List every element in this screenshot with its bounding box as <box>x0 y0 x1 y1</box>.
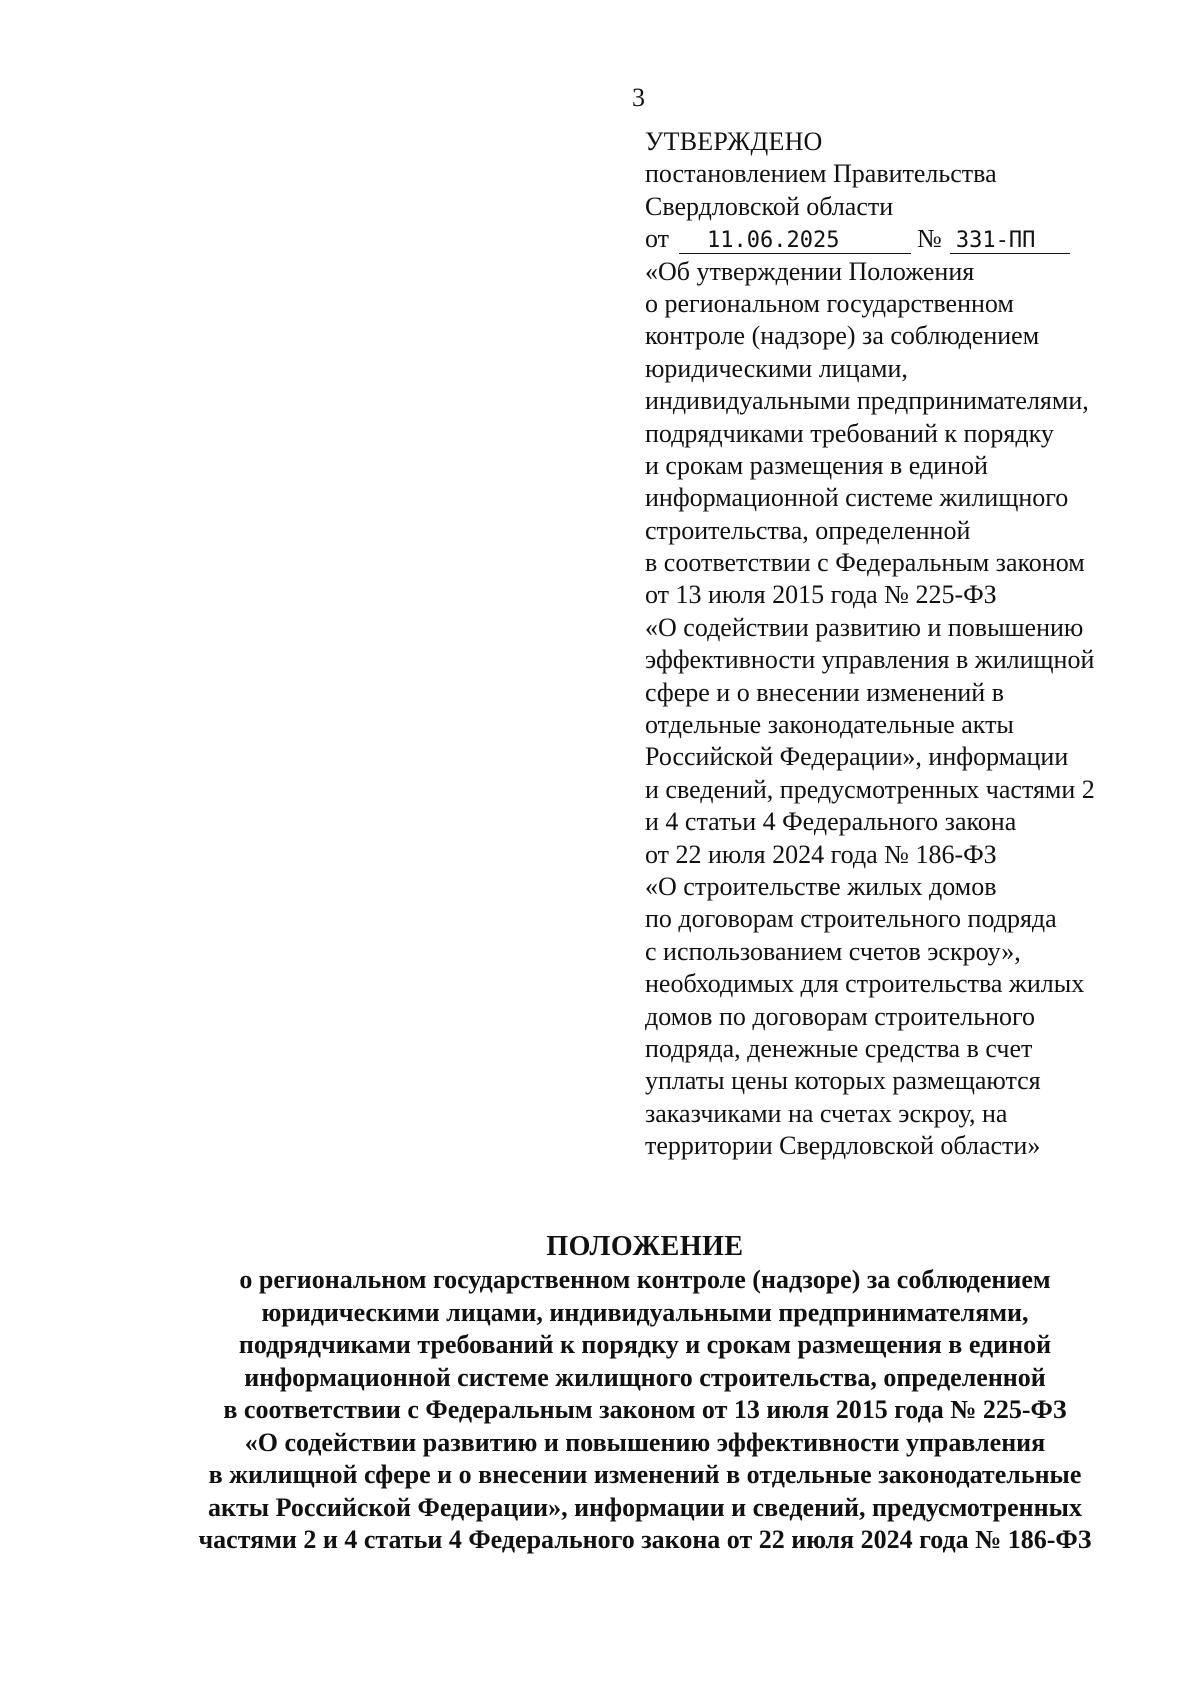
heading-line: частями 2 и 4 статьи 4 Федерального закона от 22 июля 2024 года № 186-ФЗ <box>198 1525 1092 1554</box>
heading-line: «О содействии развитию и повышению эффективности управления <box>244 1427 1046 1457</box>
resolution-title-line: от 22 июля 2024 года № 186-ФЗ <box>645 839 997 869</box>
resolution-title-line: «О строительстве жилых домов <box>645 871 997 901</box>
resolution-title-line: подрядчиками требований к порядку <box>645 418 1054 448</box>
resolution-title-line: «Об утверждении Положения <box>645 256 975 286</box>
heading-line: акты Российской Федерации», информации и сведений, предусмотренных <box>208 1492 1082 1522</box>
resolution-number: 331-ПП <box>950 229 1070 254</box>
resolution-title-line: «О содействии развитию и повышению <box>645 612 1084 642</box>
resolution-title-line: необходимых для строительства жилых <box>645 969 1085 999</box>
document-subtitle <box>0 1264 1200 1557</box>
resolution-title-line: и срокам размещения в единой <box>645 450 988 480</box>
resolution-title-line: территории Свердловской области» <box>645 1131 1041 1161</box>
document-title: ПОЛОЖЕНИЕ <box>546 1231 744 1262</box>
resolution-title-line: в соответствии с Федеральным законом <box>645 548 1085 578</box>
resolution-title <box>645 256 1185 1163</box>
heading-line: юридическими лицами, индивидуальными предпринимателями, <box>261 1297 1029 1327</box>
page-number: 3 <box>632 83 645 112</box>
resolution-title-line: и сведений, предусмотренных частями 2 <box>645 774 1095 804</box>
resolution-title-line: индивидуальными предпринимателями, <box>645 386 1089 416</box>
resolution-title-line: информационной системе жилищного <box>645 483 1069 513</box>
approval-block <box>645 126 1185 1163</box>
resolution-date-number-row <box>645 223 1185 255</box>
resolution-title-line: заказчиками на счетах эскроу, на <box>645 1098 1008 1128</box>
approval-line: Свердловской области <box>645 191 894 221</box>
heading-line: подрядчиками требований к порядку и срокам размещения в единой <box>238 1330 1052 1359</box>
from-label: от <box>645 224 670 254</box>
heading-line: в жилищной сфере и о внесении изменений в отдельные законодательные <box>208 1460 1082 1489</box>
resolution-title-line: от 13 июля 2015 года № 225-ФЗ <box>645 580 997 610</box>
number-sign: № <box>917 224 942 254</box>
resolution-title-line: контроле (надзоре) за соблюдением <box>645 321 1040 351</box>
resolution-title-line: по договорам строительного подряда <box>645 904 1057 934</box>
resolution-title-line: с использованием счетов эскроу», <box>645 936 1021 966</box>
document-heading <box>0 1230 1200 1557</box>
resolution-date: 11.06.2025 <box>679 229 911 254</box>
resolution-title-line: уплаты цены которых размещаются <box>645 1066 1041 1096</box>
resolution-title-line: и 4 статьи 4 Федерального закона <box>645 807 1017 837</box>
resolution-title-line: подряда, денежные средства в счет <box>645 1033 1033 1063</box>
resolution-title-line: юридическими лицами, <box>645 353 908 383</box>
resolution-title-line: о региональном государственном <box>645 288 1014 318</box>
heading-line: информационной системе жилищного строительства, определенной <box>244 1362 1046 1392</box>
resolution-title-line: эффективности управления в жилищной <box>645 645 1095 675</box>
resolution-title-line: Российской Федерации», информации <box>645 742 1069 772</box>
resolution-title-line: домов по договорам строительного <box>645 1001 1036 1031</box>
approval-stamp: УТВЕРЖДЕНО <box>645 127 823 156</box>
heading-line: в соответствии с Федеральным законом от 13 июля 2015 года № 225-ФЗ <box>223 1395 1067 1424</box>
resolution-title-line: отдельные законодательные акты <box>645 710 1014 740</box>
approval-line: постановлением Правительства <box>645 159 997 189</box>
resolution-title-line: строительства, определенной <box>645 515 971 545</box>
resolution-title-line: сфере и о внесении изменений в <box>645 677 1004 707</box>
heading-line: о региональном государственном контроле (надзоре) за соблюдением <box>239 1265 1051 1294</box>
